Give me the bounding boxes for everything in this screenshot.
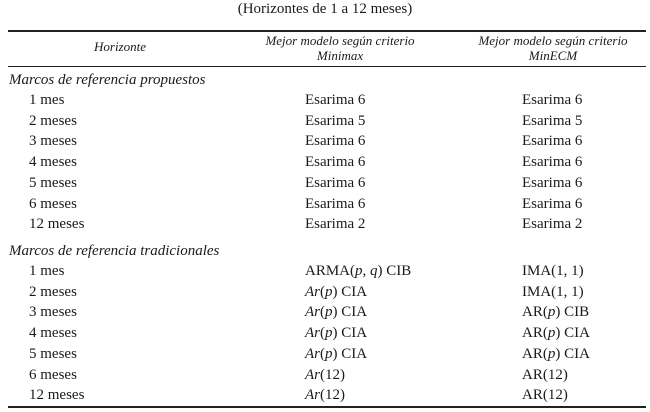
minecm-cell: Esarima 6 [522,133,583,150]
section-title: Marcos de referencia propuestos [9,72,206,88]
table-row [0,173,650,193]
table-row [0,302,650,322]
minimax-cell: Esarima 5 [305,112,366,129]
horizon-cell: 1 mes [29,92,65,108]
horizon-cell: 3 meses [29,304,77,321]
minimax-cell: Ar(12) [305,387,345,404]
minecm-cell: AR(12) [522,366,568,383]
horizon-cell: 2 meses [29,283,77,300]
minecm-cell: Esarima 6 [522,195,583,212]
table-row [0,214,650,234]
header-minimax-line1: Mejor modelo según criterio [265,33,415,48]
table-row [0,152,650,172]
horizon-cell: 4 meses [29,325,77,342]
horizon-cell: 4 meses [29,154,77,171]
section-title: Marcos de referencia tradicionales [9,243,220,259]
minimax-cell: Ar(p) CIA [305,325,368,342]
header-minecm [458,33,648,63]
minecm-cell: AR(p) CIA [522,325,590,342]
minimax-cell: Esarima 6 [305,92,366,108]
table-row [0,344,650,364]
table-row [0,385,650,405]
table-row [0,131,650,151]
horizon-cell: 3 meses [29,133,77,150]
table-row [0,282,650,302]
table-row [0,194,650,214]
minecm-cell: Esarima 6 [522,92,583,108]
minecm-cell: IMA(1, 1) [522,263,584,279]
horizon-cell: 6 meses [29,195,77,212]
table-row [0,90,650,110]
horizon-cell: 5 meses [29,174,77,191]
minimax-cell: Esarima 6 [305,195,366,212]
minecm-cell: Esarima 5 [522,112,583,129]
header-horizonte-label: Horizonte [94,39,146,54]
table-row [0,111,650,131]
table-row [0,261,650,281]
horizon-cell: 12 meses [29,387,85,404]
minimax-cell: ARMA(p, q) CIB [305,263,412,279]
header-horizonte [40,39,200,54]
minecm-cell: Esarima 6 [522,154,583,171]
header-rule [8,66,646,67]
horizon-cell: 1 mes [29,263,65,279]
minecm-cell: AR(p) CIA [522,345,590,362]
minecm-cell: AR(p) CIB [522,304,590,321]
minimax-cell: Esarima 6 [305,133,366,150]
minecm-cell: IMA(1, 1) [522,283,584,300]
minimax-cell: Ar(p) CIA [305,304,368,321]
minecm-cell: Esarima 6 [522,174,583,191]
table-row [0,365,650,385]
horizon-cell: 2 meses [29,112,77,129]
bottom-rule [8,406,646,408]
table-row [0,323,650,343]
horizon-cell: 6 meses [29,366,77,383]
horizon-cell: 12 meses [29,216,85,233]
minecm-cell: AR(12) [522,387,568,404]
table-caption: (Horizontes de 1 a 12 meses) [237,1,413,17]
minimax-cell: Ar(p) CIA [305,283,368,300]
header-minimax [245,33,435,63]
header-minimax-line2: Minimax [316,48,364,63]
minimax-cell: Esarima 6 [305,154,366,171]
minimax-cell: Ar(12) [305,366,345,383]
horizon-cell: 5 meses [29,345,77,362]
minecm-cell: Esarima 2 [522,216,583,233]
minimax-cell: Esarima 6 [305,174,366,191]
minimax-cell: Ar(p) CIA [305,345,368,362]
minimax-cell: Esarima 2 [305,216,366,233]
top-rule [8,30,646,32]
header-minecm-line2: MinECM [528,48,578,63]
header-minecm-line1: Mejor modelo según criterio [478,33,628,48]
